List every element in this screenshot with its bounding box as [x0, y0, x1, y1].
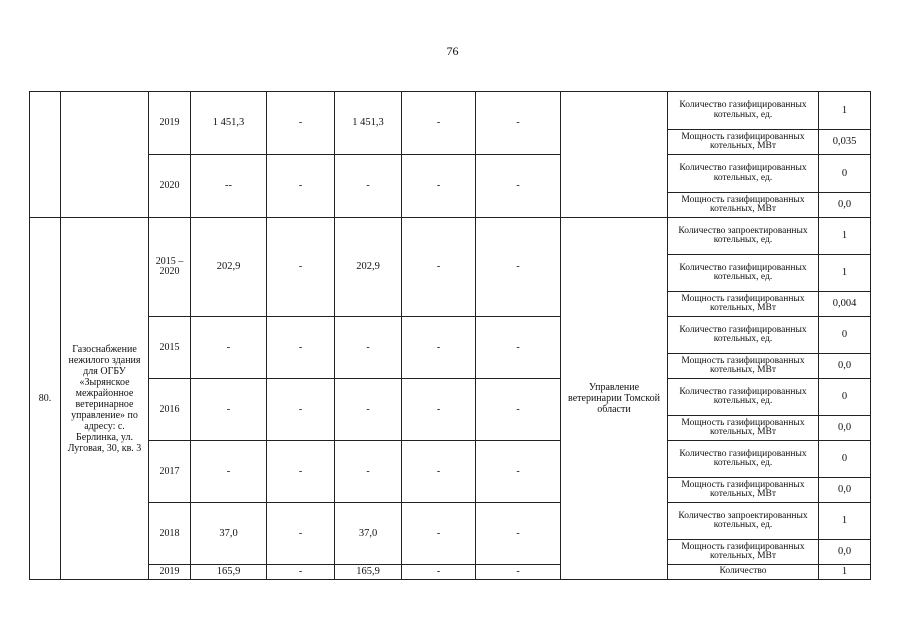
- funding-other-cell: -: [476, 317, 561, 379]
- funding-regional-cell: -: [335, 155, 402, 218]
- indicator-value-cell: 0,035: [819, 130, 871, 155]
- indicator-cell: Мощность газифицированных котельных, МВт: [668, 540, 819, 565]
- indicator-cell: Мощность газифицированных котельных, МВт: [668, 416, 819, 441]
- year-cell: 2020: [149, 155, 191, 218]
- funding-other-cell: -: [476, 565, 561, 580]
- funding-regional-cell: 165,9: [335, 565, 402, 580]
- funding-regional-cell: -: [335, 379, 402, 441]
- funding-local-cell: -: [402, 441, 476, 503]
- indicator-value-cell: 0,004: [819, 292, 871, 317]
- year-cell: 2019: [149, 92, 191, 155]
- indicator-cell: Количество запроектированных котельных, ед.: [668, 218, 819, 255]
- indicator-cell: Мощность газифицированных котельных, МВт: [668, 478, 819, 503]
- table-row: [30, 218, 871, 255]
- funding-regional-cell: -: [335, 441, 402, 503]
- funding-total-cell: -: [191, 379, 267, 441]
- funding-local-cell: -: [402, 503, 476, 565]
- funding-regional-cell: 37,0: [335, 503, 402, 565]
- funding-regional-cell: 1 451,3: [335, 92, 402, 155]
- year-cell: 2015 – 2020: [149, 218, 191, 317]
- funding-total-cell: 165,9: [191, 565, 267, 580]
- indicator-value-cell: 0,0: [819, 354, 871, 379]
- indicator-cell: Количество: [668, 565, 819, 580]
- funding-local-cell: -: [402, 218, 476, 317]
- funding-local-cell: -: [402, 565, 476, 580]
- indicator-cell: Количество газифицированных котельных, ед.: [668, 92, 819, 130]
- funding-other-cell: -: [476, 379, 561, 441]
- funding-total-cell: 1 451,3: [191, 92, 267, 155]
- funding-total-cell: 37,0: [191, 503, 267, 565]
- indicator-cell: Мощность газифицированных котельных, МВт: [668, 193, 819, 218]
- executor-cell: Управление ветеринарии Томской области: [561, 218, 668, 580]
- funding-federal-cell: -: [267, 503, 335, 565]
- funding-federal-cell: -: [267, 565, 335, 580]
- indicator-value-cell: 1: [819, 565, 871, 580]
- indicator-cell: Количество газифицированных котельных, ед.: [668, 441, 819, 478]
- funding-total-cell: -: [191, 317, 267, 379]
- program-table: [29, 91, 871, 580]
- indicator-cell: Количество газифицированных котельных, ед.: [668, 317, 819, 354]
- funding-other-cell: -: [476, 218, 561, 317]
- indicator-value-cell: 1: [819, 218, 871, 255]
- year-cell: 2015: [149, 317, 191, 379]
- indicator-cell: Количество запроектированных котельных, ед.: [668, 503, 819, 540]
- indicator-value-cell: 0: [819, 441, 871, 478]
- indicator-value-cell: 0,0: [819, 416, 871, 441]
- indicator-value-cell: 0,0: [819, 478, 871, 503]
- funding-other-cell: -: [476, 503, 561, 565]
- funding-local-cell: -: [402, 155, 476, 218]
- funding-local-cell: -: [402, 92, 476, 155]
- year-cell: 2016: [149, 379, 191, 441]
- indicator-cell: Мощность газифицированных котельных, МВт: [668, 292, 819, 317]
- item-number-cell: [30, 92, 61, 218]
- funding-regional-cell: -: [335, 317, 402, 379]
- table-row: [30, 379, 871, 416]
- funding-federal-cell: -: [267, 218, 335, 317]
- indicator-value-cell: 1: [819, 255, 871, 292]
- funding-federal-cell: -: [267, 155, 335, 218]
- table-row: [30, 441, 871, 478]
- funding-total-cell: --: [191, 155, 267, 218]
- funding-total-cell: -: [191, 441, 267, 503]
- funding-federal-cell: -: [267, 317, 335, 379]
- indicator-value-cell: 0: [819, 317, 871, 354]
- item-number-cell: 80.: [30, 218, 61, 580]
- item-name-cell: Газоснабжение нежилого здания для ОГБУ «Зырянское межрайонное ветеринарное управление» по адресу: с. Берлинка, ул. Луговая, 30, кв. 3: [61, 218, 149, 580]
- page-number: 76: [446, 44, 459, 58]
- year-cell: 2017: [149, 441, 191, 503]
- funding-federal-cell: -: [267, 379, 335, 441]
- indicator-value-cell: 1: [819, 503, 871, 540]
- indicator-cell: Количество газифицированных котельных, ед.: [668, 379, 819, 416]
- indicator-cell: Мощность газифицированных котельных, МВт: [668, 354, 819, 379]
- item-name-cell: [61, 92, 149, 218]
- indicator-value-cell: 1: [819, 92, 871, 130]
- funding-federal-cell: -: [267, 441, 335, 503]
- funding-federal-cell: -: [267, 92, 335, 155]
- year-cell: 2019: [149, 565, 191, 580]
- indicator-cell: Количество газифицированных котельных, ед.: [668, 255, 819, 292]
- table-row: [30, 155, 871, 193]
- indicator-value-cell: 0,0: [819, 193, 871, 218]
- indicator-value-cell: 0: [819, 155, 871, 193]
- executor-cell: [561, 92, 668, 218]
- indicator-cell: Мощность газифицированных котельных, МВт: [668, 130, 819, 155]
- indicator-value-cell: 0: [819, 379, 871, 416]
- funding-other-cell: -: [476, 155, 561, 218]
- table-row: [30, 317, 871, 354]
- funding-other-cell: -: [476, 92, 561, 155]
- funding-other-cell: -: [476, 441, 561, 503]
- funding-local-cell: -: [402, 379, 476, 441]
- year-cell: 2018: [149, 503, 191, 565]
- table-row: [30, 565, 871, 580]
- indicator-cell: Количество газифицированных котельных, ед.: [668, 155, 819, 193]
- table-row: [30, 503, 871, 540]
- funding-total-cell: 202,9: [191, 218, 267, 317]
- indicator-value-cell: 0,0: [819, 540, 871, 565]
- funding-local-cell: -: [402, 317, 476, 379]
- funding-regional-cell: 202,9: [335, 218, 402, 317]
- table-row: [30, 92, 871, 130]
